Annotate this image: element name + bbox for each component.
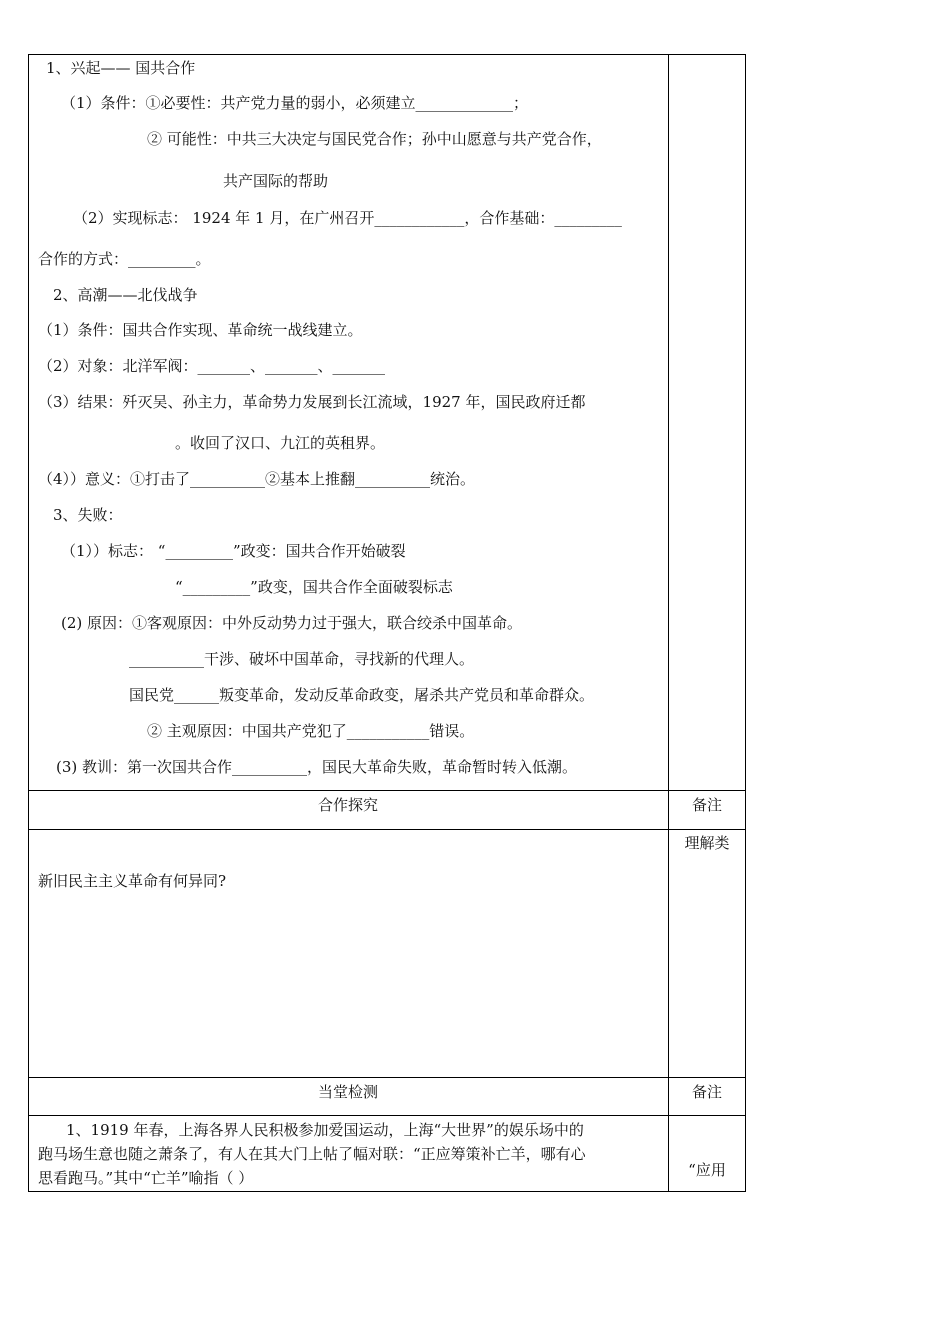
line-conditions-possibility: ② 可能性：中共三大决定与国民党合作；孙中山愿意与共产党合作， xyxy=(147,130,602,148)
line-realization-sign: （2）实现标志： 1924 年 1 月，在广州召开____________，合作基础：_________ xyxy=(73,209,622,227)
test-header: 当堂检测 xyxy=(317,1083,378,1101)
test-remark: “应用 xyxy=(688,1161,726,1179)
line-conditions-necessity: （1）条件：①必要性：共产党力量的弱小，必须建立_____________； xyxy=(61,94,529,112)
line-failure-betrayal: 国民党______叛变革命，发动反革命政变，屠杀共产党员和革命群众。 xyxy=(129,686,595,704)
line-failure-interference: __________干涉、破坏中国革命，寻找新的代理人。 xyxy=(129,650,475,668)
test-question-1-line-1: 1、1919 年春，上海各界人民积极参加爱国运动，上海“大世界”的娱乐场中的 xyxy=(66,1121,584,1139)
line-failure-causes: (2) 原因：①客观原因：中外反动势力过于强大，联合绞杀中国革命。 xyxy=(61,614,523,632)
line-climax-results-cont: 。收回了汉口、九江的英租界。 xyxy=(175,434,386,452)
row-divider-test-body xyxy=(28,1115,746,1116)
table-border-right xyxy=(745,54,746,1192)
row-divider-inquiry-body xyxy=(28,829,746,830)
line-comintern-help: 共产国际的帮助 xyxy=(223,172,329,190)
remark-column-divider xyxy=(668,54,669,1192)
line-cooperation-mode: 合作的方式：_________。 xyxy=(38,250,211,268)
row-divider-inquiry-header xyxy=(28,790,746,791)
inquiry-question: 新旧民主主义革命有何异同? xyxy=(38,872,227,890)
line-failure-subjective: ② 主观原因：中国共产党犯了___________错误。 xyxy=(147,722,475,740)
inquiry-remark: 理解类 xyxy=(684,834,730,852)
line-climax-significance: （4））意义：①打击了__________②基本上推翻__________统治。 xyxy=(38,470,476,488)
line-failure-sign-2: “_________”政变，国共合作全面破裂标志 xyxy=(175,578,453,596)
table-border-top xyxy=(28,54,746,55)
inquiry-remark-header: 备注 xyxy=(691,796,722,814)
table-border-left xyxy=(28,54,29,1192)
line-failure-lesson: (3) 教训：第一次国共合作__________，国民大革命失败，革命暂时转入低潮。 xyxy=(56,758,578,776)
heading-rise: 1、兴起—— 国共合作 xyxy=(46,59,196,77)
heading-failure: 3、失败： xyxy=(53,506,123,524)
row-divider-test-header xyxy=(28,1077,746,1078)
line-climax-targets: （2）对象：北洋军阀：_______、_______、_______ xyxy=(38,357,386,375)
line-climax-results: （3）结果：歼灭吴、孙主力，革命势力发展到长江流域，1927 年，国民政府迁都 xyxy=(38,393,586,411)
line-failure-sign-1: （1））标志： “_________”政变：国共合作开始破裂 xyxy=(61,542,406,560)
test-question-1-line-2: 跑马场生意也随之萧条了，有人在其大门上帖了幅对联：“正应筹策补亡羊，哪有心 xyxy=(38,1145,586,1163)
worksheet-table xyxy=(28,54,746,1192)
heading-climax: 2、高潮——北伐战争 xyxy=(53,286,198,304)
table-border-bottom xyxy=(28,1191,746,1192)
test-remark-header: 备注 xyxy=(691,1083,722,1101)
inquiry-header: 合作探究 xyxy=(317,796,378,814)
line-climax-conditions: （1）条件：国共合作实现、革命统一战线建立。 xyxy=(38,321,363,339)
test-question-1-line-3: 思看跑马。”其中“亡羊”喻指（ ） xyxy=(38,1169,254,1187)
